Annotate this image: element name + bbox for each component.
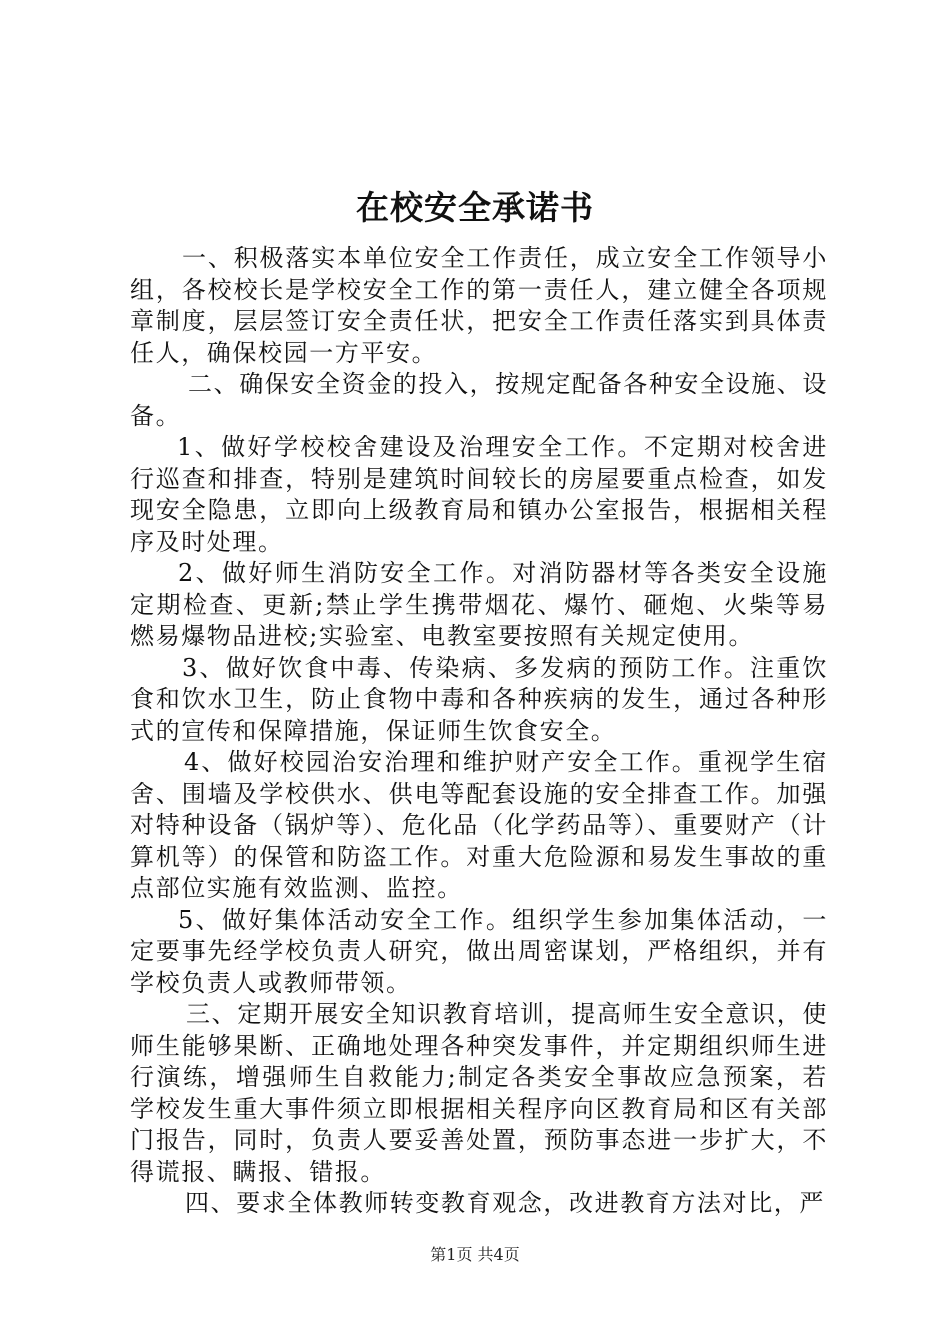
document-title: 在校安全承诺书 bbox=[356, 188, 594, 227]
page-footer: 第1页 共4页 bbox=[430, 1245, 520, 1264]
document-body bbox=[130, 243, 828, 1220]
paragraph-6: 4、做好校园治安治理和维护财产安全工作。重视学生宿舍、围墙及学校供水、供电等配套设施的安全排查工作。加强对特种设备（锅炉等）、危化品（化学药品等）、重要财产（计算机等）的保管和防盗工作。对重大危险源和易发生事故的重点部位实施有效监测、监控。 bbox=[130, 748, 828, 902]
paragraph-9: 四、要求全体教师转变教育观念，改进教育方法对比，严 bbox=[185, 1189, 825, 1217]
paragraph-4: 2、做好师生消防安全工作。对消防器材等各类安全设施定期检查、更新;禁止学生携带烟花、爆竹、砸炮、火柴等易燃易爆物品进校;实验室、电教室要按照有关规定使用。 bbox=[130, 559, 828, 650]
paragraph-1: 一、积极落实本单位安全工作责任，成立安全工作领导小组，各校校长是学校安全工作的第一责任人，建立健全各项规章制度，层层签订安全责任状，把安全工作责任落实到具体责任人，确保校园一方平安。 bbox=[130, 244, 828, 367]
paragraph-8: 三、定期开展安全知识教育培训，提高师生安全意识，使师生能够果断、正确地处理各种突发事件，并定期组织师生进行演练，增强师生自救能力;制定各类安全事故应急预案，若学校发生重大事件须立即根据相关程序向区教育局和区有关部门报告，同时，负责人要妥善处置，预防事态进一步扩大，不得谎报、瞒报、错报。 bbox=[130, 1000, 828, 1186]
paragraph-2: 二、确保安全资金的投入，按规定配备各种安全设施、设备。 bbox=[130, 370, 828, 430]
paragraph-3: 1、做好学校校舍建设及治理安全工作。不定期对校舍进行巡查和排查，特别是建筑时间较长的房屋要重点检查，如发现安全隐患，立即向上级教育局和镇办公室报告，根据相关程序及时处理。 bbox=[130, 433, 828, 556]
paragraph-7: 5、做好集体活动安全工作。组织学生参加集体活动，一定要事先经学校负责人研究，做出周密谋划，严格组织，并有学校负责人或教师带领。 bbox=[130, 905, 828, 997]
paragraph-5: 3、做好饮食中毒、传染病、多发病的预防工作。注重饮食和饮水卫生，防止食物中毒和各种疾病的发生，通过各种形式的宣传和保障措施，保证师生饮食安全。 bbox=[130, 653, 828, 745]
